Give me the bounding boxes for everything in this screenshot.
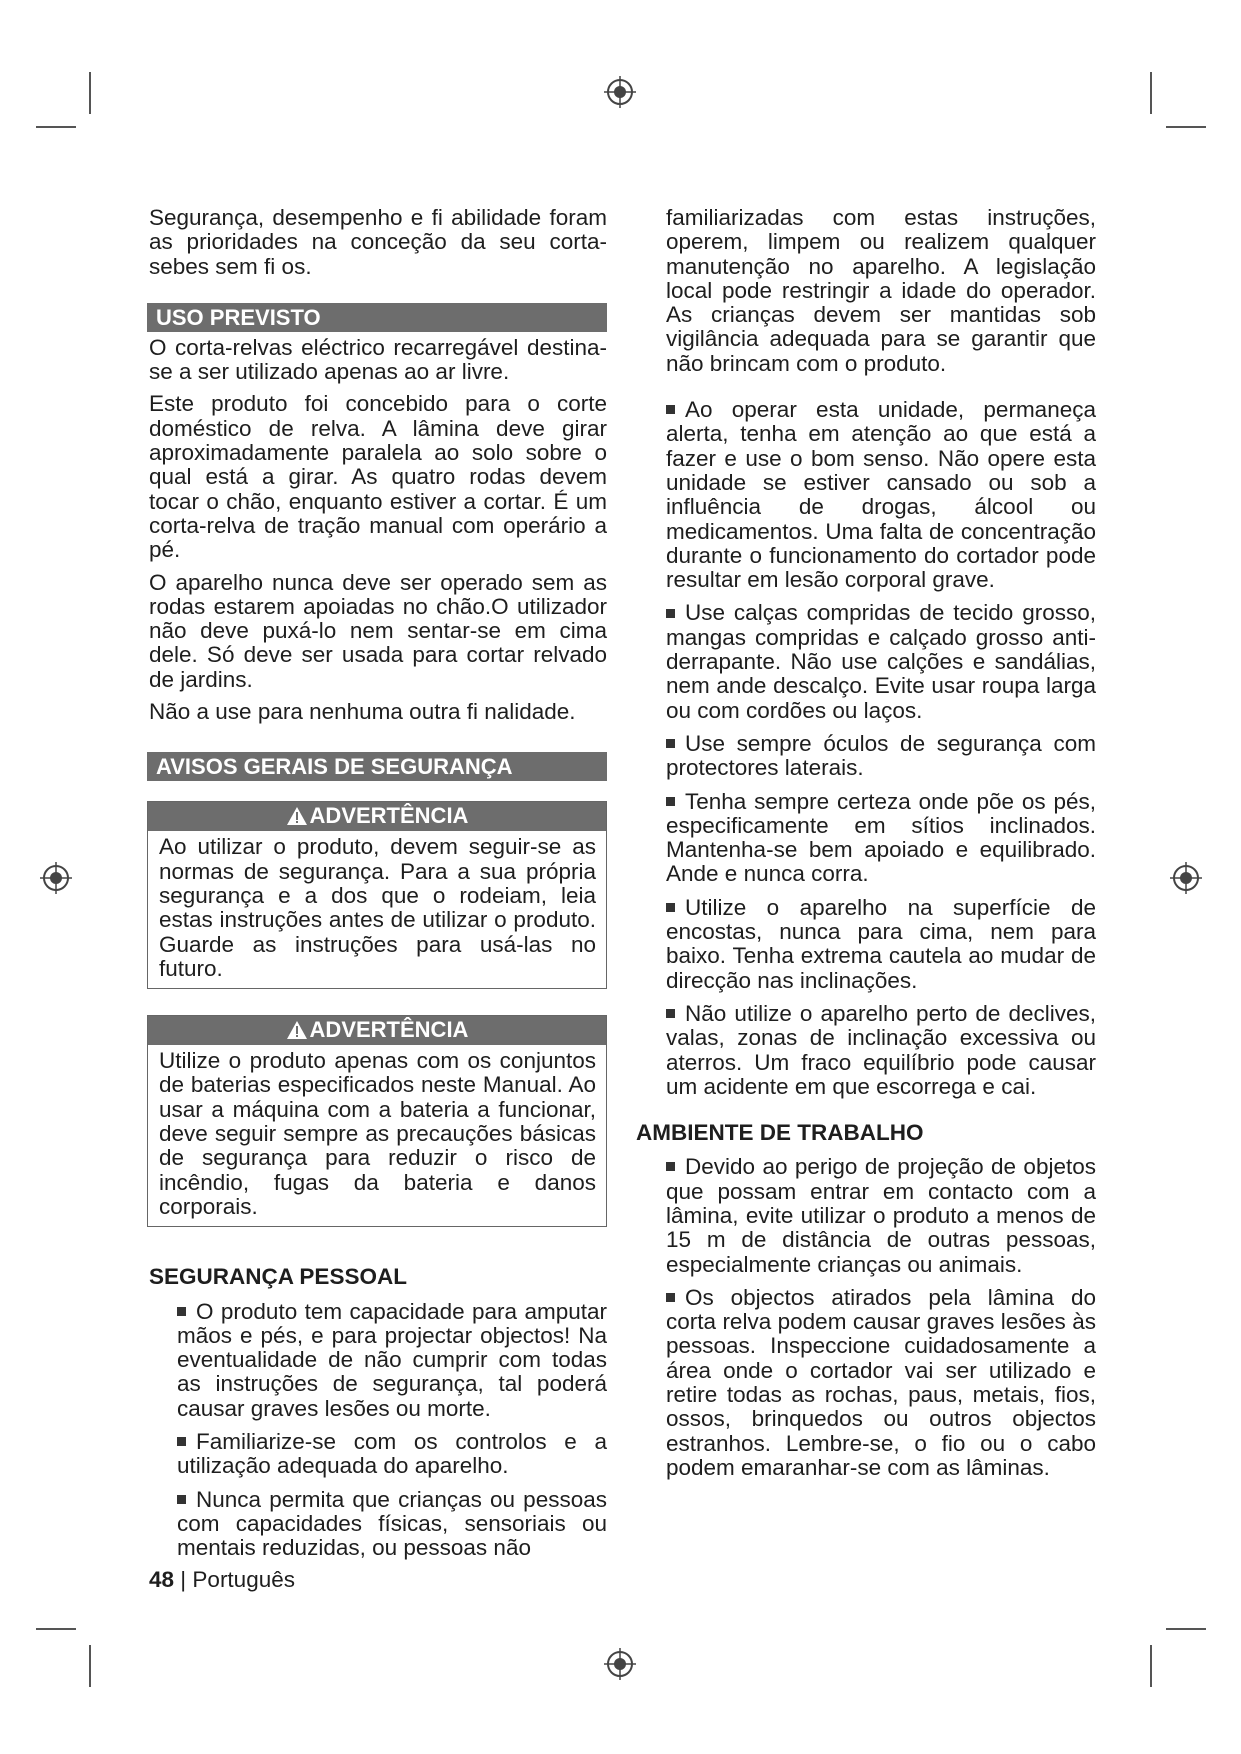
list-item-text: Ao operar esta unidade, permaneça alerta, tenha em atenção ao que está a fazer e use o bom senso. Não opere esta unidade se estiver cansado ou sob a influência de drogas, álcool ou medicamentos. Uma falta de concentração durante o funcionamento do cortador pode resultar em lesão corporal grave. (666, 397, 1096, 593)
bullet-square-icon (177, 1307, 186, 1316)
list-item (666, 1286, 1096, 1480)
list-item-text: Use calças compridas de tecido grosso, mangas compridas e calçado grosso anti-derrapante. Não use calções e sandálias, nem ande descalço. Evite usar roupa larga ou com cordões ou laços. (666, 600, 1096, 723)
list-item (666, 896, 1096, 993)
bullet-square-icon (666, 903, 675, 912)
crop-mark (36, 1628, 76, 1630)
warning-text: Utilize o produto apenas com os conjuntos de baterias especificados neste Manual. Ao usar a máquina com a bateria a funcionar, deve seguir sempre as precauções básicas de segurança para reduzir o risco de incêndio, fugas da bateria e danos corporais. (159, 1048, 596, 1219)
warning-triangle-icon (286, 806, 308, 826)
list-item (666, 398, 1096, 592)
warning-box (147, 801, 607, 989)
right-column (636, 205, 1096, 1489)
warning-text: Ao utilizar o produto, devem seguir-se as normas de segurança. Para a sua própria segurança e a dos que o rodeiam, leia estas instruções antes de utilizar o produto. Guarde as instruções para usá-las no futuro. (159, 834, 596, 981)
registration-mark-icon (40, 862, 72, 894)
continued-paragraph: familiarizadas com estas instruções, operem, limpem ou realizem qualquer manutenção no aparelho. A legislação local pode restringir a idade do operador. As crianças devem ser mantidas sob vigilância adequada para se garantir que não brincam com o produto. (666, 205, 1096, 376)
list-item-text: O produto tem capacidade para amputar mãos e pés, e para projectar objectos! Na eventualidade de não cumprir com todas as instruções de segurança, tal poderá causar graves lesões ou morte. (177, 1298, 607, 1421)
subheading-seguranca-pessoal: SEGURANÇA PESSOAL (149, 1264, 407, 1290)
crop-mark (89, 1645, 91, 1687)
crop-mark (36, 126, 76, 128)
footer-separator: | (180, 1567, 187, 1592)
list-item (666, 1002, 1096, 1099)
warning-box (147, 1015, 607, 1227)
paragraph: O corta-relvas eléctrico recarregável destina-se a ser utilizado apenas ao ar livre. (149, 334, 607, 385)
bullet-list (666, 398, 1096, 1099)
list-item-text: Familiarize-se com os controlos e a utilização adequada do aparelho. (177, 1428, 607, 1479)
bullet-square-icon (666, 1293, 675, 1302)
intro-paragraph: Segurança, desempenho e fi abilidade foram as prioridades na conceção da seu corta-sebes sem fi os. (149, 205, 607, 279)
warning-header (148, 802, 606, 831)
crop-mark (1150, 1645, 1152, 1687)
list-item (177, 1488, 607, 1561)
list-item (177, 1300, 607, 1421)
paragraph: O aparelho nunca deve ser operado sem as rodas estarem apoiadas no chão.O utilizador não deve puxá-lo nem sentar-se em cima dele. Só deve ser usada para cortar relvado de jardins. (149, 569, 607, 692)
list-item (177, 1430, 607, 1479)
list-item (666, 601, 1096, 722)
list-item (666, 1155, 1096, 1276)
crop-mark (89, 72, 91, 114)
registration-mark-icon (604, 1648, 636, 1680)
warning-title: ADVERTÊNCIA (309, 1017, 469, 1043)
bullet-square-icon (666, 405, 675, 414)
section-heading-uso-previsto: USO PREVISTO (147, 303, 607, 332)
subheading-ambiente-trabalho: AMBIENTE DE TRABALHO (636, 1120, 924, 1146)
registration-mark-icon (1170, 862, 1202, 894)
registration-mark-icon (604, 76, 636, 108)
warning-header (148, 1016, 606, 1045)
bullet-list (666, 1155, 1096, 1480)
warning-title: ADVERTÊNCIA (309, 803, 469, 829)
list-item-text: Utilize o aparelho na superfície de encostas, nunca para cima, nem para baixo. Tenha extrema cautela ao mudar de direcção nas inclinações. (666, 894, 1096, 993)
list-item-text: Use sempre óculos de segurança com protectores laterais. (666, 730, 1096, 781)
bullet-square-icon (666, 739, 675, 748)
list-item-text: Devido ao perigo de projeção de objetos que possam entrar em contacto com a lâmina, evite utilizar o produto a menos de 15 m de distância de outras pessoas, especialmente crianças ou animais. (666, 1154, 1096, 1277)
bullet-square-icon (666, 1162, 675, 1171)
list-item-text: Os objectos atirados pela lâmina do corta relva podem causar graves lesões às pessoas. Inspeccione cuidadosamente a área onde o cortador vai ser utilizado e retire todas as rochas, paus, metais, fios, ossos, brinquedos ou outros objectos estranhos. Lembre-se, o fio ou o cabo podem emaranhar-se com as lâminas. (666, 1284, 1096, 1480)
list-item-text: Não utilize o aparelho perto de declives, valas, zonas de inclinação excessiva ou aterros. Um fraco equilíbrio pode causar um acidente em que escorrega e cai. (666, 1000, 1096, 1099)
list-item-text: Nunca permita que crianças ou pessoas com capacidades físicas, sensoriais ou mentais reduzidas, ou pessoas não (177, 1486, 607, 1561)
bullet-square-icon (177, 1495, 186, 1504)
list-item (666, 790, 1096, 887)
crop-mark (1166, 1628, 1206, 1630)
left-column (149, 206, 607, 1569)
section-heading-avisos: AVISOS GERAIS DE SEGURANÇA (147, 752, 607, 781)
page-number: 48 (149, 1567, 175, 1592)
bullet-square-icon (666, 797, 675, 806)
crop-mark (1150, 72, 1152, 114)
list-item (666, 732, 1096, 781)
bullet-square-icon (177, 1437, 186, 1446)
list-item-text: Tenha sempre certeza onde põe os pés, especificamente em sítios inclinados. Mantenha-se bem apoiado e equilibrado. Ande e nunca corra. (666, 788, 1096, 887)
warning-triangle-icon (286, 1020, 308, 1040)
paragraph: Não a use para nenhuma outra fi nalidade. (149, 699, 576, 725)
bullet-list (177, 1300, 607, 1561)
crop-mark (1166, 126, 1206, 128)
bullet-square-icon (666, 609, 675, 618)
bullet-square-icon (666, 1009, 675, 1018)
page-footer (149, 1567, 295, 1593)
footer-language: Português (192, 1567, 295, 1592)
paragraph: Este produto foi concebido para o corte doméstico de relva. A lâmina deve girar aproximadamente paralela ao solo sobre o qual está a girar. As quatro rodas devem tocar o chão, enquanto estiver a cortar. É um corta-relva de tração manual com operário a pé. (149, 391, 607, 563)
